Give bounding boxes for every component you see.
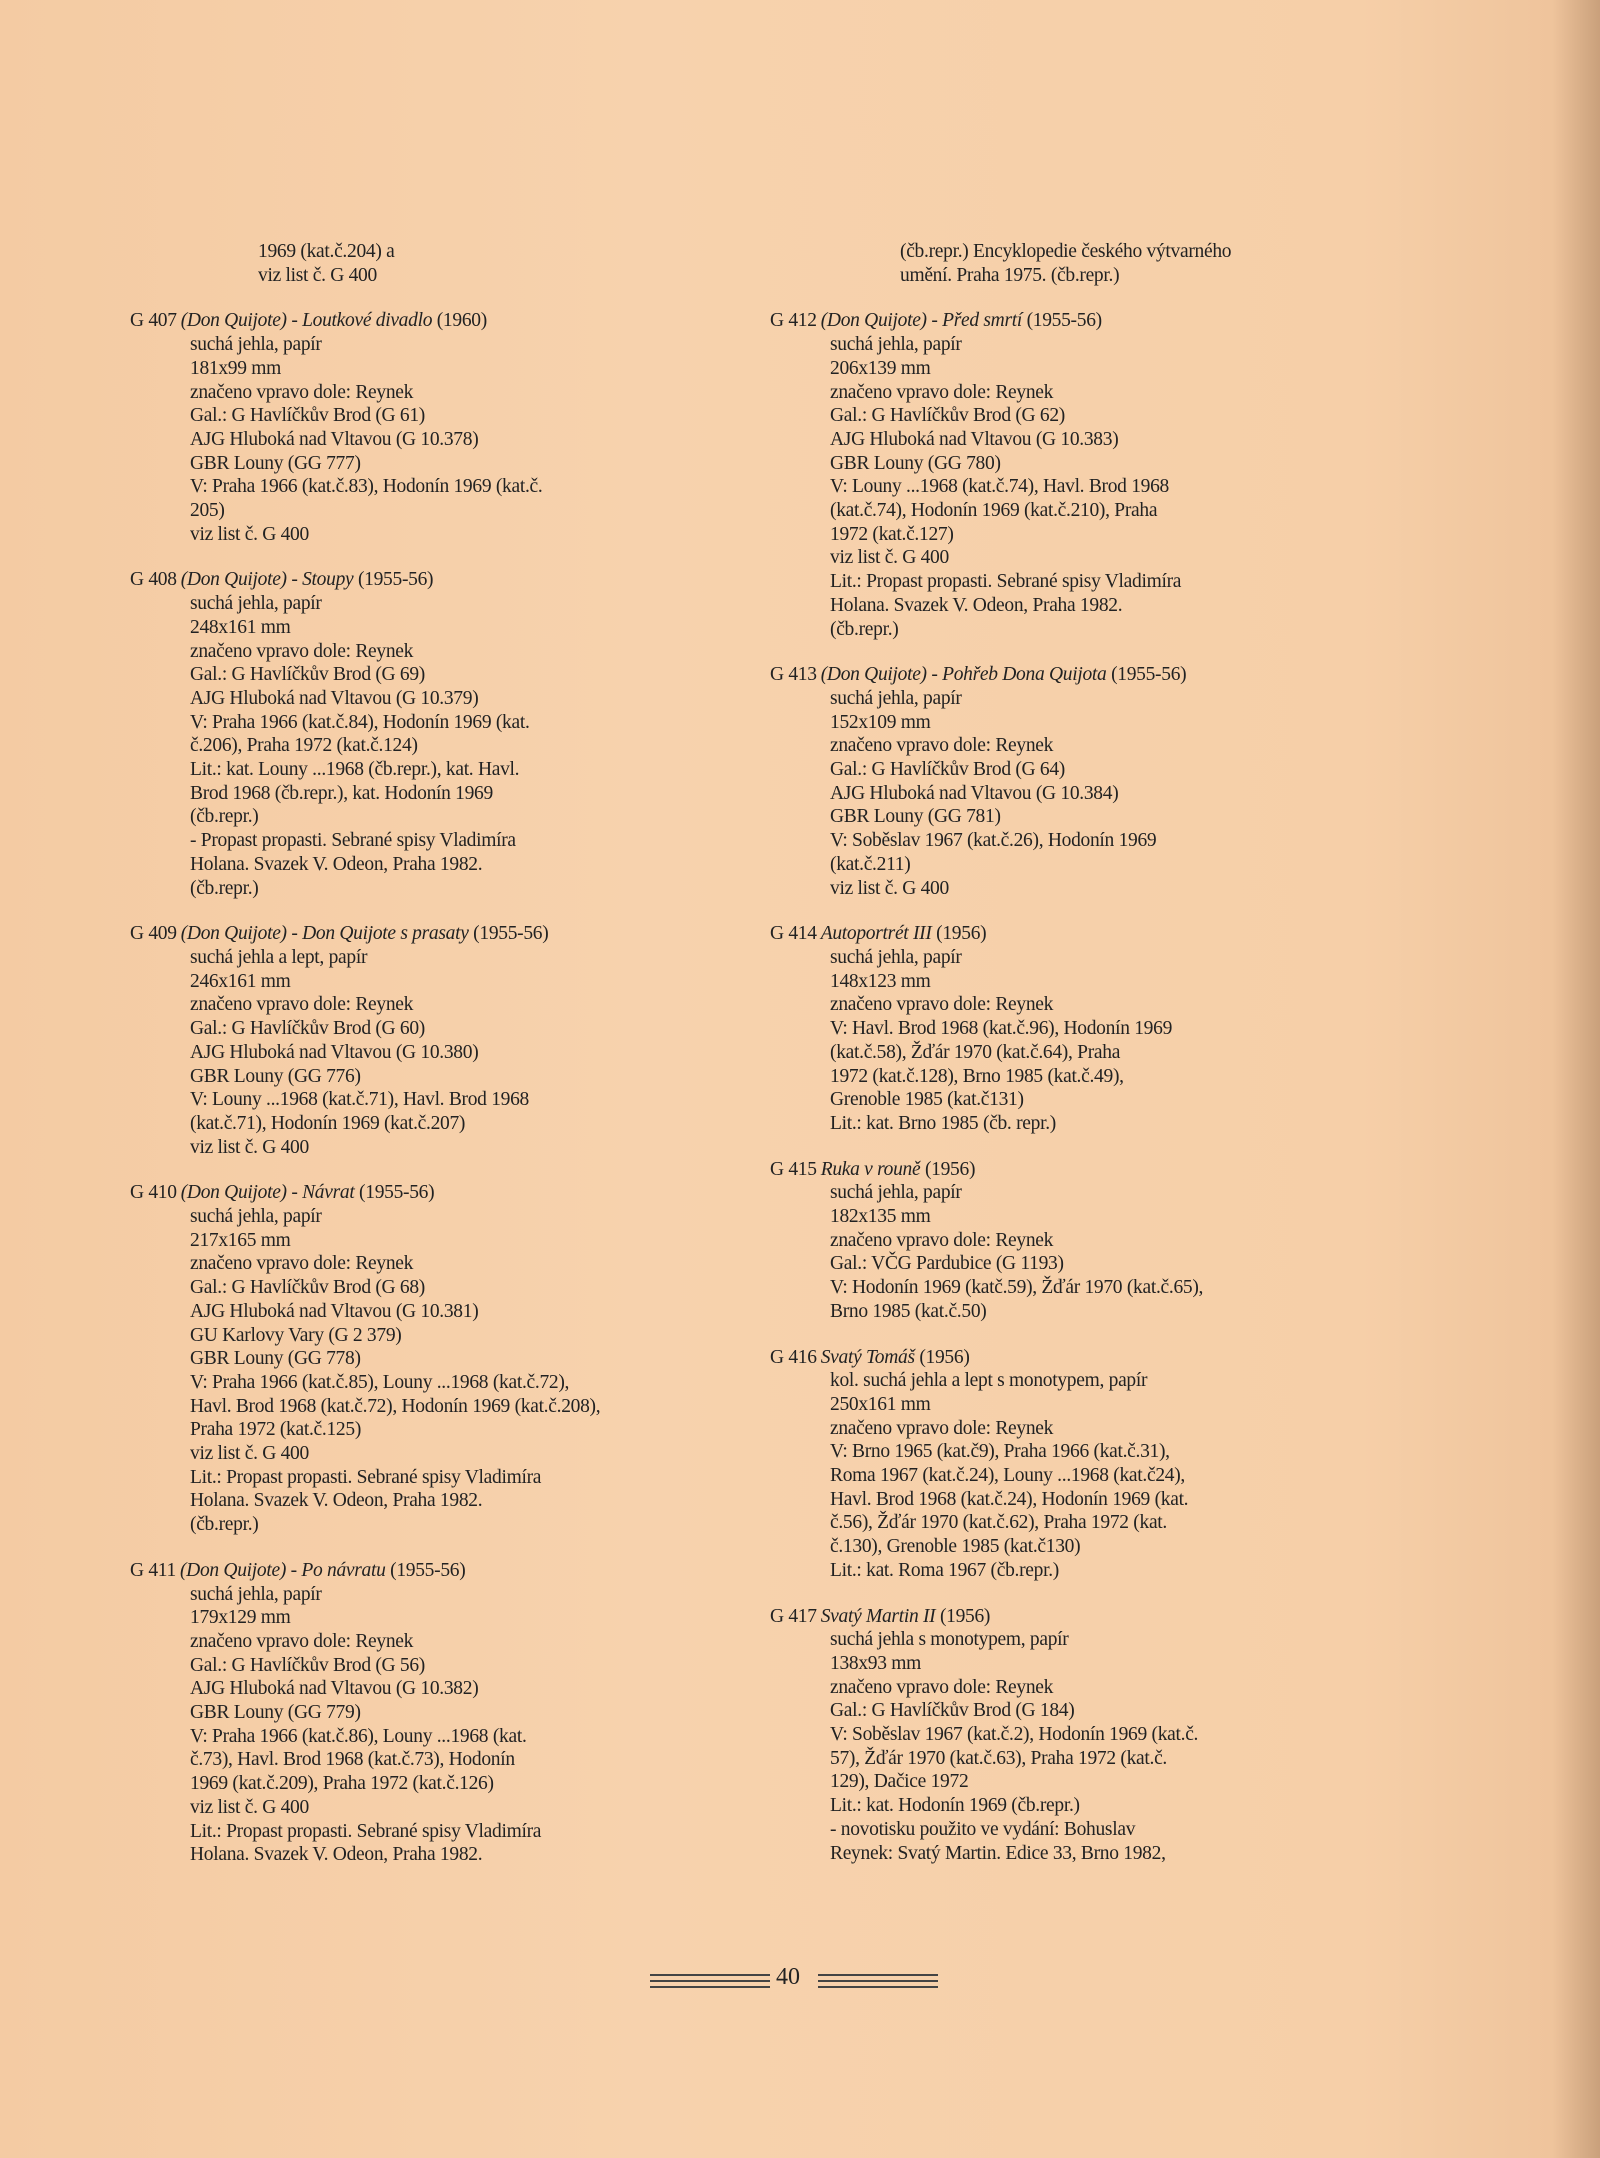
text-line: umění. Praha 1975. (čb.repr.) bbox=[900, 264, 1120, 286]
entry-detail-line: Lit.: Propast propasti. Sebrané spisy Vladimíra bbox=[830, 571, 1182, 593]
entry-detail-line: (čb.repr.) bbox=[190, 1514, 259, 1536]
entry-title: Svatý Martin II bbox=[820, 1605, 936, 1627]
entry-detail-line: Havl. Brod 1968 (kat.č.72), Hodonín 1969 (kat.č.208), bbox=[190, 1395, 601, 1417]
entry-detail-line: Gal.: G Havlíčkův Brod (G 60) bbox=[190, 1018, 426, 1040]
entry-detail-line: GBR Louny (GG 777) bbox=[190, 452, 361, 474]
entry-heading bbox=[770, 1346, 1370, 1370]
entry-detail-line: 57), Žďár 1970 (kat.č.63), Praha 1972 (kat.č. bbox=[830, 1747, 1167, 1769]
entry-detail-line: značeno vpravo dole: Reynek bbox=[190, 994, 414, 1016]
catalog-entry bbox=[130, 922, 750, 1159]
entry-detail-line: Lit.: kat. Hodonín 1969 (čb.repr.) bbox=[830, 1795, 1080, 1817]
left-column bbox=[130, 240, 750, 1889]
entry-detail-line: 205) bbox=[190, 500, 225, 522]
entry-title: Svatý Tomáš bbox=[820, 1346, 915, 1368]
entry-detail-line: suchá jehla, papír bbox=[190, 1583, 322, 1605]
entry-detail-line: Praha 1972 (kat.č.125) bbox=[190, 1419, 362, 1441]
entry-detail-line: (kat.č.71), Hodonín 1969 (kat.č.207) bbox=[190, 1112, 466, 1134]
entry-code: G 414 bbox=[770, 923, 817, 945]
entry-detail-line: Gal.: G Havlíčkův Brod (G 61) bbox=[190, 405, 426, 427]
entry-detail-line: 179x129 mm bbox=[190, 1607, 291, 1629]
entry-detail-line: Lit.: kat. Brno 1985 (čb. repr.) bbox=[830, 1112, 1056, 1134]
entry-detail-line: Gal.: G Havlíčkův Brod (G 64) bbox=[830, 759, 1066, 781]
entry-detail-line: viz list č. G 400 bbox=[190, 1443, 309, 1465]
right-column bbox=[770, 240, 1370, 1887]
entry-detail-line: Gal.: G Havlíčkův Brod (G 69) bbox=[190, 664, 426, 686]
entry-heading bbox=[130, 1559, 750, 1583]
entry-detail-line: - novotisku použito ve vydání: Bohuslav bbox=[830, 1818, 1136, 1840]
catalog-entries bbox=[130, 309, 750, 1867]
entry-code: G 408 bbox=[130, 569, 177, 591]
entry-detail-line: 182x135 mm bbox=[830, 1206, 931, 1228]
entry-detail-line: GBR Louny (GG 779) bbox=[190, 1702, 361, 1724]
entry-detail-line: Grenoble 1985 (kat.č131) bbox=[830, 1089, 1024, 1111]
entry-title: Autoportrét III bbox=[820, 923, 932, 945]
entry-date: (1955-56) bbox=[390, 1559, 466, 1581]
entry-date: (1956) bbox=[919, 1346, 970, 1368]
entry-code: G 417 bbox=[770, 1605, 817, 1627]
entry-detail-line: č.130), Grenoble 1985 (kat.č130) bbox=[830, 1536, 1081, 1558]
ornament-rule-right bbox=[818, 1974, 938, 1992]
entry-title: (Don Quijote) - Pohřeb Dona Quijota bbox=[820, 664, 1107, 686]
entry-detail-line: (čb.repr.) bbox=[830, 618, 899, 640]
entry-detail-line: V: Soběslav 1967 (kat.č.26), Hodonín 1969 bbox=[830, 830, 1157, 852]
entry-heading bbox=[770, 309, 1370, 333]
catalog-entry bbox=[130, 1559, 750, 1867]
entry-detail-line: značeno vpravo dole: Reynek bbox=[830, 735, 1054, 757]
entry-title: Ruka v rouně bbox=[820, 1158, 921, 1180]
entry-date: (1955-56) bbox=[359, 1182, 435, 1204]
entry-detail-line: Lit.: kat. Roma 1967 (čb.repr.) bbox=[830, 1559, 1059, 1581]
entry-detail-line: značeno vpravo dole: Reynek bbox=[190, 381, 414, 403]
page-footer bbox=[640, 1962, 940, 2002]
continuation-text bbox=[900, 240, 1370, 287]
entry-detail-line: viz list č. G 400 bbox=[190, 523, 309, 545]
entry-heading bbox=[130, 1181, 750, 1205]
entry-detail-line: 248x161 mm bbox=[190, 616, 291, 638]
entry-title: (Don Quijote) - Don Quijote s prasaty bbox=[180, 923, 469, 945]
entry-detail-line: Lit.: kat. Louny ...1968 (čb.repr.), kat. Havl. bbox=[190, 759, 520, 781]
entry-detail-line: V: Praha 1966 (kat.č.84), Hodonín 1969 (kat. bbox=[190, 711, 530, 733]
entry-detail-line: V: Hodonín 1969 (katč.59), Žďár 1970 (kat.č.65), bbox=[830, 1277, 1204, 1299]
entry-title: (Don Quijote) - Návrat bbox=[180, 1182, 355, 1204]
entry-detail-line: - Propast propasti. Sebrané spisy Vladimíra bbox=[190, 830, 516, 852]
entry-heading bbox=[130, 922, 750, 946]
entry-title: (Don Quijote) - Po návratu bbox=[179, 1559, 386, 1581]
entry-detail-line: značeno vpravo dole: Reynek bbox=[190, 1253, 414, 1275]
entry-detail-line: Gal.: G Havlíčkův Brod (G 184) bbox=[830, 1700, 1075, 1722]
entry-detail-line: V: Louny ...1968 (kat.č.71), Havl. Brod 1968 bbox=[190, 1089, 530, 1111]
entry-detail-line: viz list č. G 400 bbox=[190, 1796, 309, 1818]
entry-detail-line: (kat.č.211) bbox=[830, 853, 911, 875]
entry-detail-line: V: Praha 1966 (kat.č.83), Hodonín 1969 (kat.č. bbox=[190, 476, 543, 498]
entry-detail-line: 148x123 mm bbox=[830, 970, 931, 992]
catalog-entry bbox=[130, 1181, 750, 1537]
entry-detail-line: značeno vpravo dole: Reynek bbox=[830, 381, 1054, 403]
entry-detail-line: Holana. Svazek V. Odeon, Praha 1982. bbox=[190, 853, 483, 875]
catalog-entries bbox=[770, 309, 1370, 1865]
entry-detail-line: značeno vpravo dole: Reynek bbox=[190, 1630, 414, 1652]
entry-code: G 411 bbox=[130, 1559, 176, 1581]
entry-detail-line: GBR Louny (GG 778) bbox=[190, 1348, 361, 1370]
entry-detail-line: suchá jehla, papír bbox=[190, 1206, 322, 1228]
entry-detail-line: Havl. Brod 1968 (kat.č.24), Hodonín 1969 (kat. bbox=[830, 1488, 1189, 1510]
catalog-entry bbox=[770, 1346, 1370, 1583]
entry-detail-line: AJG Hluboká nad Vltavou (G 10.381) bbox=[190, 1300, 479, 1322]
entry-detail-line: viz list č. G 400 bbox=[190, 1136, 309, 1158]
entry-detail-line: Lit.: Propast propasti. Sebrané spisy Vladimíra bbox=[190, 1820, 542, 1842]
catalog-entry bbox=[770, 1605, 1370, 1866]
entry-detail-line: Reynek: Svatý Martin. Edice 33, Brno 1982, bbox=[830, 1842, 1166, 1864]
entry-detail-line: č.206), Praha 1972 (kat.č.124) bbox=[190, 735, 418, 757]
entry-detail-line: Holana. Svazek V. Odeon, Praha 1982. bbox=[190, 1490, 483, 1512]
entry-date: (1955-56) bbox=[357, 569, 434, 591]
entry-date: (1956) bbox=[939, 1605, 991, 1627]
entry-detail-line: Lit.: Propast propasti. Sebrané spisy Vladimíra bbox=[190, 1466, 542, 1488]
entry-detail-line: značeno vpravo dole: Reynek bbox=[830, 1229, 1054, 1251]
entry-detail-line: suchá jehla, papír bbox=[830, 1182, 962, 1204]
entry-heading bbox=[770, 922, 1370, 946]
entry-heading bbox=[130, 568, 750, 592]
entry-title: (Don Quijote) - Loutkové divadlo bbox=[180, 310, 433, 332]
entry-date: (1955-56) bbox=[1026, 310, 1102, 332]
entry-detail-line: značeno vpravo dole: Reynek bbox=[830, 994, 1054, 1016]
catalog-entry bbox=[130, 568, 750, 900]
entry-code: G 413 bbox=[770, 664, 817, 686]
entry-detail-line: viz list č. G 400 bbox=[830, 877, 949, 899]
entry-detail-line: č.73), Havl. Brod 1968 (kat.č.73), Hodonín bbox=[190, 1749, 515, 1771]
entry-date: (1956) bbox=[924, 1158, 976, 1180]
entry-detail-line: 250x161 mm bbox=[830, 1393, 931, 1415]
entry-detail-line: suchá jehla, papír bbox=[830, 687, 962, 709]
catalog-entry bbox=[770, 309, 1370, 641]
entry-date: (1960) bbox=[436, 310, 487, 332]
catalog-entry bbox=[770, 922, 1370, 1135]
entry-heading bbox=[770, 1158, 1370, 1182]
entry-detail-line: Roma 1967 (kat.č.24), Louny ...1968 (kat.č24), bbox=[830, 1465, 1185, 1487]
entry-detail-line: Gal.: G Havlíčkův Brod (G 62) bbox=[830, 405, 1066, 427]
entry-detail-line: suchá jehla, papír bbox=[190, 334, 322, 356]
entry-detail-line: (čb.repr.) bbox=[190, 877, 259, 899]
entry-detail-line: GU Karlovy Vary (G 2 379) bbox=[190, 1324, 402, 1346]
entry-detail-line: (kat.č.58), Žďár 1970 (kat.č.64), Praha bbox=[830, 1041, 1121, 1063]
entry-detail-line: V: Louny ...1968 (kat.č.74), Havl. Brod 1968 bbox=[830, 476, 1170, 498]
catalog-entry bbox=[770, 1158, 1370, 1324]
entry-detail-line: Holana. Svazek V. Odeon, Praha 1982. bbox=[830, 594, 1123, 616]
entry-detail-line: AJG Hluboká nad Vltavou (G 10.384) bbox=[830, 782, 1119, 804]
entry-detail-line: AJG Hluboká nad Vltavou (G 10.383) bbox=[830, 428, 1119, 450]
entry-detail-line: GBR Louny (GG 781) bbox=[830, 806, 1001, 828]
entry-detail-line: suchá jehla, papír bbox=[190, 593, 322, 615]
entry-detail-line: značeno vpravo dole: Reynek bbox=[830, 1676, 1054, 1698]
entry-detail-line: AJG Hluboká nad Vltavou (G 10.382) bbox=[190, 1678, 479, 1700]
text-line: (čb.repr.) Encyklopedie českého výtvarného bbox=[900, 241, 1232, 262]
entry-detail-line: 138x93 mm bbox=[830, 1652, 922, 1674]
entry-detail-line: (čb.repr.) bbox=[190, 806, 259, 828]
entry-detail-line: Gal.: G Havlíčkův Brod (G 56) bbox=[190, 1654, 426, 1676]
entry-detail-line: Holana. Svazek V. Odeon, Praha 1982. bbox=[190, 1844, 483, 1866]
entry-date: (1955-56) bbox=[1111, 664, 1187, 686]
continuation-text bbox=[258, 240, 750, 287]
entry-detail-line: suchá jehla, papír bbox=[830, 946, 962, 968]
entry-detail-line: Gal.: VČG Pardubice (G 1193) bbox=[830, 1253, 1064, 1275]
entry-detail-line: suchá jehla, papír bbox=[830, 334, 962, 356]
entry-date: (1955-56) bbox=[473, 923, 549, 945]
entry-detail-line: značeno vpravo dole: Reynek bbox=[830, 1417, 1054, 1439]
entry-detail-line: GBR Louny (GG 776) bbox=[190, 1065, 361, 1087]
entry-detail-line: GBR Louny (GG 780) bbox=[830, 452, 1001, 474]
entry-detail-line: suchá jehla a lept, papír bbox=[190, 946, 368, 968]
entry-detail-line: AJG Hluboká nad Vltavou (G 10.380) bbox=[190, 1041, 479, 1063]
page-number: 40 bbox=[776, 1964, 800, 1990]
entry-detail-line: 246x161 mm bbox=[190, 970, 291, 992]
entry-detail-line: V: Soběslav 1967 (kat.č.2), Hodonín 1969 (kat.č. bbox=[830, 1724, 1199, 1746]
entry-detail-line: V: Havl. Brod 1968 (kat.č.96), Hodonín 1969 bbox=[830, 1018, 1173, 1040]
entry-detail-line: 217x165 mm bbox=[190, 1229, 291, 1251]
entry-code: G 415 bbox=[770, 1158, 817, 1180]
entry-detail-line: 129), Dačice 1972 bbox=[830, 1771, 969, 1793]
entry-detail-line: 1969 (kat.č.209), Praha 1972 (kat.č.126) bbox=[190, 1773, 494, 1795]
entry-detail-line: 181x99 mm bbox=[190, 357, 282, 379]
catalog-entry bbox=[130, 309, 750, 546]
catalog-entry bbox=[770, 663, 1370, 900]
entry-code: G 412 bbox=[770, 310, 817, 332]
text-line: viz list č. G 400 bbox=[258, 264, 377, 286]
ornament-rule-left bbox=[650, 1974, 770, 1992]
entry-detail-line: Gal.: G Havlíčkův Brod (G 68) bbox=[190, 1277, 426, 1299]
entry-detail-line: 152x109 mm bbox=[830, 711, 931, 733]
entry-detail-line: viz list č. G 400 bbox=[830, 547, 949, 569]
entry-title: (Don Quijote) - Před smrtí bbox=[820, 310, 1022, 332]
entry-detail-line: Brno 1985 (kat.č.50) bbox=[830, 1300, 987, 1322]
entry-detail-line: V: Praha 1966 (kat.č.86), Louny ...1968 (kat. bbox=[190, 1725, 527, 1747]
entry-code: G 407 bbox=[130, 310, 177, 332]
entry-code: G 416 bbox=[770, 1346, 817, 1368]
entry-detail-line: V: Brno 1965 (kat.č9), Praha 1966 (kat.č.31), bbox=[830, 1441, 1170, 1463]
entry-detail-line: suchá jehla s monotypem, papír bbox=[830, 1629, 1069, 1651]
text-line: 1969 (kat.č.204) a bbox=[258, 241, 395, 262]
entry-detail-line: č.56), Žďár 1970 (kat.č.62), Praha 1972 (kat. bbox=[830, 1512, 1167, 1534]
entry-code: G 409 bbox=[130, 923, 177, 945]
entry-detail-line: (kat.č.74), Hodonín 1969 (kat.č.210), Praha bbox=[830, 500, 1158, 522]
entry-heading bbox=[770, 1605, 1370, 1629]
entry-title: (Don Quijote) - Stoupy bbox=[180, 569, 354, 591]
entry-detail-line: Brod 1968 (čb.repr.), kat. Hodonín 1969 bbox=[190, 782, 493, 804]
entry-heading bbox=[770, 663, 1370, 687]
entry-detail-line: V: Praha 1966 (kat.č.85), Louny ...1968 (kat.č.72), bbox=[190, 1371, 570, 1393]
entry-code: G 410 bbox=[130, 1182, 177, 1204]
entry-detail-line: 1972 (kat.č.128), Brno 1985 (kat.č.49), bbox=[830, 1065, 1124, 1087]
entry-date: (1956) bbox=[936, 923, 987, 945]
entry-heading bbox=[130, 309, 750, 333]
entry-detail-line: kol. suchá jehla a lept s monotypem, papír bbox=[830, 1370, 1148, 1392]
entry-detail-line: 1972 (kat.č.127) bbox=[830, 523, 954, 545]
entry-detail-line: AJG Hluboká nad Vltavou (G 10.379) bbox=[190, 687, 479, 709]
entry-detail-line: 206x139 mm bbox=[830, 357, 931, 379]
entry-detail-line: AJG Hluboká nad Vltavou (G 10.378) bbox=[190, 428, 479, 450]
entry-detail-line: značeno vpravo dole: Reynek bbox=[190, 640, 414, 662]
